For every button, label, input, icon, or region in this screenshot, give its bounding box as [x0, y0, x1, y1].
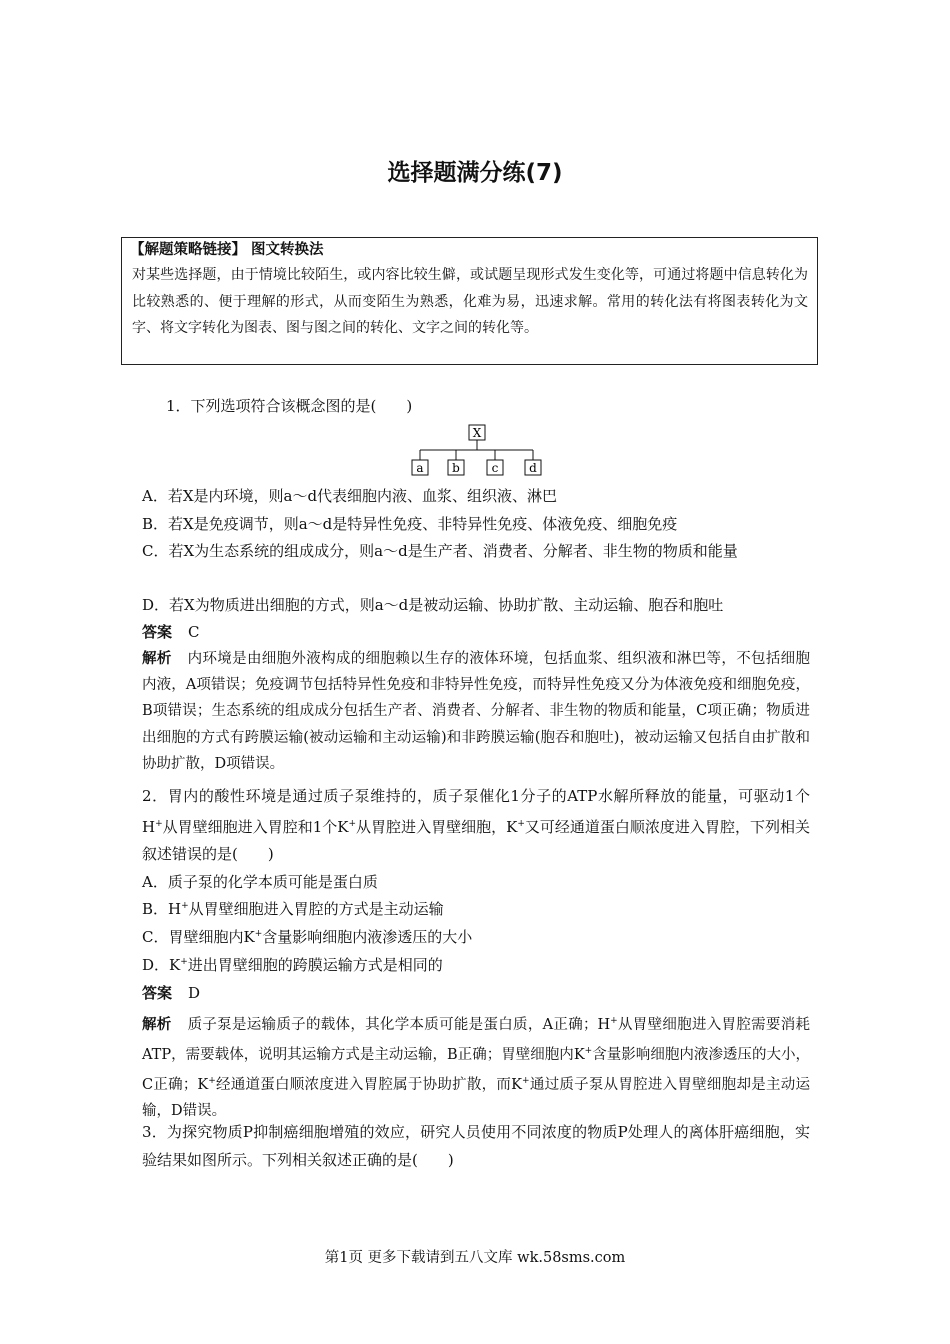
q2-option-b: B．H+从胃壁细胞进入胃腔的方式是主动运输 [142, 900, 444, 918]
answer-value: D [188, 984, 201, 1002]
page-title: 选择题满分练(7) [387, 160, 563, 186]
q3-stem: 3．为探究物质P抑制癌细胞增殖的效应，研究人员使用不同浓度的物质P处理人的离体肝癌细胞，实验结果如图所示。下列相关叙述正确的是( ) [142, 1123, 810, 1169]
analysis-label: 解析 [142, 651, 172, 667]
analysis-label: 解析 [142, 1016, 172, 1033]
diagram-leaf-c-label: c [491, 461, 499, 475]
answer-label: 答案 [142, 984, 173, 1002]
q1-analysis [142, 646, 810, 777]
q1-option-a: A．若X是内环境，则a～d代表细胞内液、血浆、组织液、淋巴 [142, 487, 558, 505]
q1-answer [142, 621, 200, 642]
diagram-leaf-d-label: d [529, 461, 537, 475]
strategy-box [121, 237, 818, 365]
q2-answer [142, 982, 200, 1003]
q2-option-d: D．K+进出胃壁细胞的跨膜运输方式是相同的 [142, 956, 443, 974]
strategy-body: 对某些选择题，由于情境比较陌生，或内容比较生僻，或试题呈现形式发生变化等，可通过将题中信息转化为比较熟悉的、便于理解的形式，从而变陌生为熟悉，化难为易，迅速求解。常用的转化法有将图表转化为文字、将文字转化为图表、图与图之间的转化、文字之间的转化等。 [132, 267, 808, 336]
q2-analysis: 解析 质子泵是运输质子的载体，其化学本质可能是蛋白质，A正确；H+从胃壁细胞进入胃腔需要消耗ATP，需要载体，说明其运输方式是主动运输，B正确；胃壁细胞内K+含量影响细胞内液渗透压的大小，C正确；K+经通道蛋白顺浓度进入胃腔属于协助扩散，而K+通过质子泵从胃腔进入胃壁细胞却是主动运输，D错误。 [142, 1016, 811, 1120]
q2-stem: 2．胃内的酸性环境是通过质子泵维持的，质子泵催化1分子的ATP水解所释放的能量，可驱动1个H+从胃壁细胞进入胃腔和1个K+从胃腔进入胃壁细胞，K+又可经通道蛋白顺浓度进入胃腔，下列相关叙述错误的是( ) [142, 787, 810, 863]
concept-diagram [410, 424, 550, 480]
analysis-text: 内环境是由细胞外液构成的细胞赖以生存的液体环境，包括血浆、组织液和淋巴等，不包括细胞内液，A项错误；免疫调节包括特异性免疫和非特异性免疫，而特异性免疫又分为体液免疫和细胞免疫，B项错误；生态系统的组成成分包括生产者、消费者、分解者、非生物的物质和能量，C项正确；物质进出细胞的方式有跨膜运输(被动运输和主动运输)和非跨膜运输(胞吞和胞吐)，被动运输又包括自由扩散和协助扩散，D项错误。 [142, 651, 811, 772]
q2-option-a: A．质子泵的化学本质可能是蛋白质 [142, 873, 378, 891]
q1-option-d: D．若X为物质进出细胞的方式，则a～d是被动运输、协助扩散、主动运输、胞吞和胞吐 [142, 596, 724, 614]
q1-stem: 1．下列选项符合该概念图的是( ) [166, 397, 413, 415]
diagram-root-label: X [472, 426, 482, 440]
answer-label: 答案 [142, 623, 173, 641]
q2-option-c: C．胃壁细胞内K+含量影响细胞内液渗透压的大小 [142, 928, 473, 946]
answer-value: C [188, 623, 200, 641]
diagram-leaf-a-label: a [416, 461, 424, 475]
q1-option-b: B．若X是免疫调节，则a～d是特异性免疫、非特异性免疫、体液免疫、细胞免疫 [142, 515, 678, 533]
q1-option-c: C．若X为生态系统的组成成分，则a～d是生产者、消费者、分解者、非生物的物质和能量 [142, 542, 738, 560]
diagram-leaf-b-label: b [452, 461, 460, 475]
page-footer: 第1页 更多下载请到五八文库 wk.58sms.com [324, 1250, 626, 1266]
strategy-heading: 【解题策略链接】 图文转换法 [130, 242, 324, 258]
